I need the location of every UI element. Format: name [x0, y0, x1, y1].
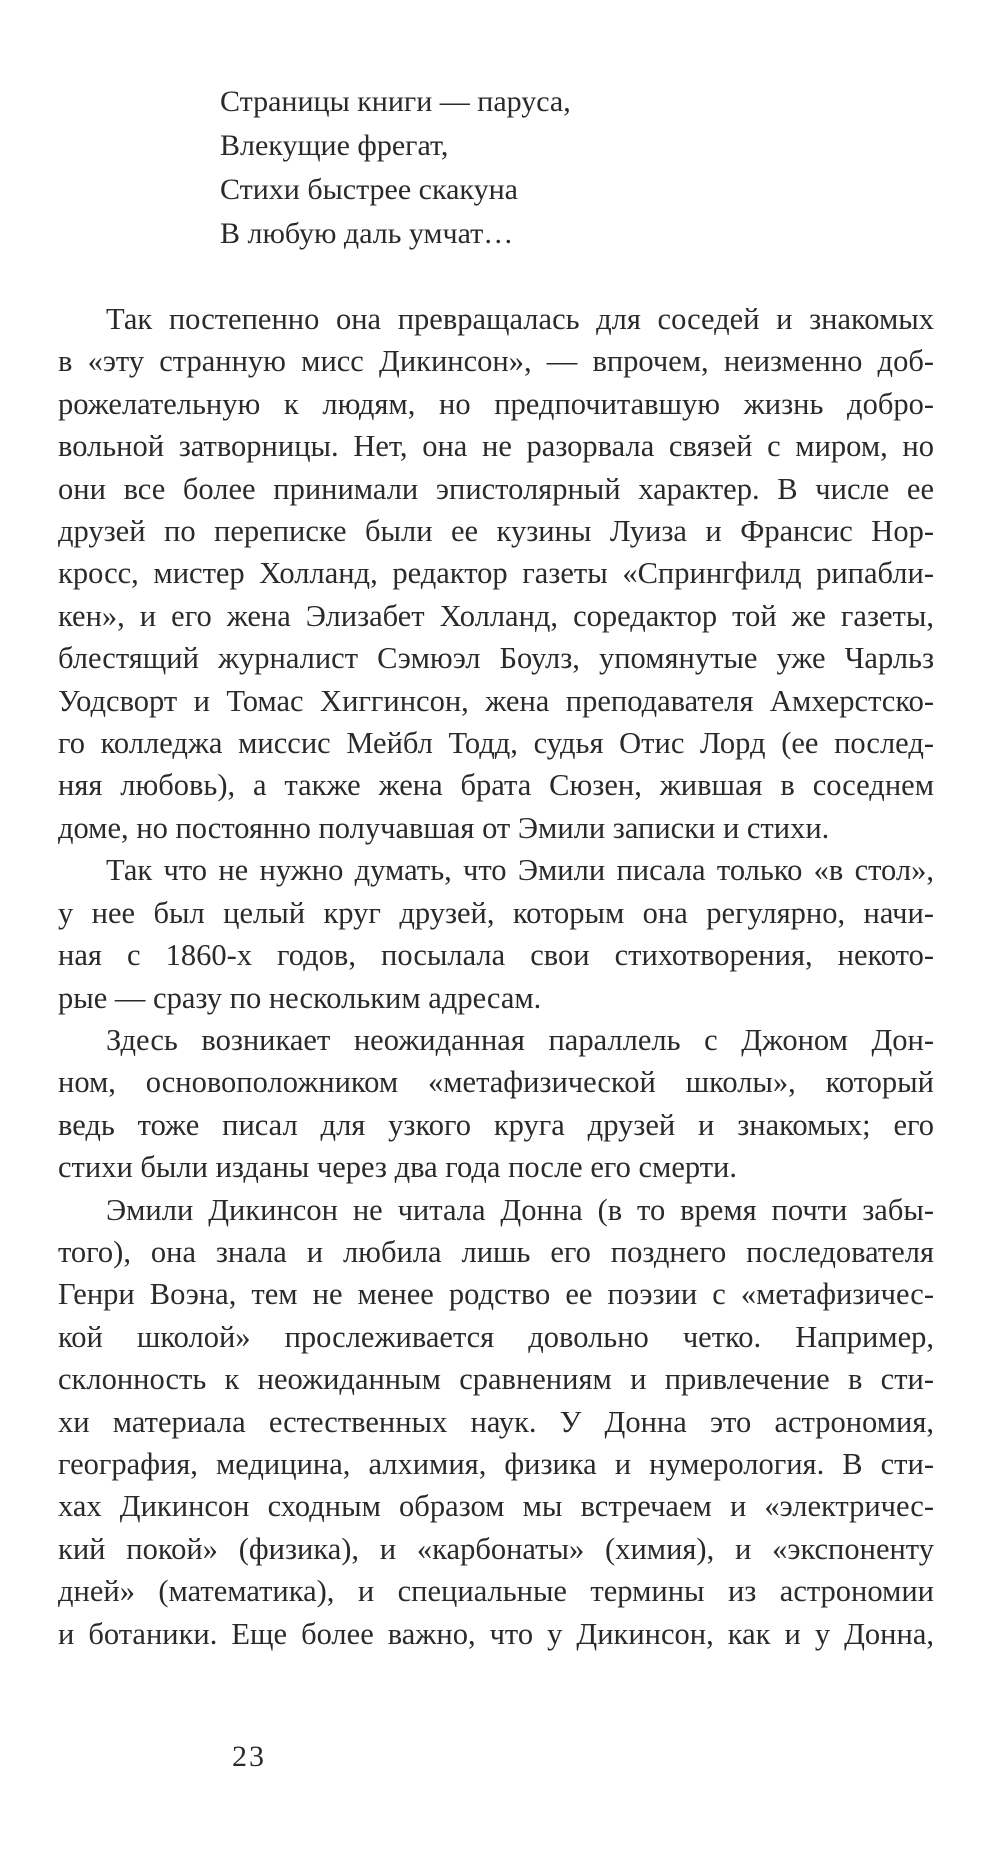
- text-line: Уодсворт и Томас Хиггинсон, жена преподавателя Амхерстско-: [58, 683, 934, 718]
- text-line: кен», и его жена Элизабет Холланд, соредактор той же газеты,: [58, 598, 934, 633]
- text-line: ном, основоположником «метафизической школы», который: [58, 1065, 934, 1100]
- paragraph: [58, 849, 934, 1019]
- text-line: Так что не нужно думать, что Эмили писала только «в стол»,: [106, 853, 934, 888]
- text-line: доме, но постоянно получавшая от Эмили записки и стихи.: [58, 810, 830, 845]
- text-line: ведь тоже писал для узкого круга друзей и знакомых; его: [58, 1107, 934, 1142]
- text-line: ная с 1860-х годов, посылала свои стихотворения, некото-: [58, 938, 934, 973]
- verse-line: Влекущие фрегат,: [220, 129, 449, 162]
- text-line: рожелательную к людям, но предпочитавшую жизнь добро-: [58, 386, 934, 421]
- paragraph: [58, 1019, 934, 1189]
- text-line: хах Дикинсон сходным образом мы встречаем и «электричес-: [58, 1489, 934, 1524]
- text-line: и ботаники. Еще более важно, что у Дикинсон, как и у Донна,: [58, 1616, 934, 1651]
- paragraph: [58, 298, 934, 849]
- text-line: Генри Воэна, тем не менее родство ее поэзии с «метафизичес-: [58, 1277, 934, 1312]
- text-line: дней» (математика), и специальные термины из астрономии: [58, 1574, 934, 1609]
- paragraph: [58, 1189, 934, 1655]
- text-line: стихи были изданы через два года после его смерти.: [58, 1150, 737, 1185]
- poem-epigraph: [220, 80, 820, 256]
- page-number: 23: [232, 1740, 266, 1773]
- verse-line: В любую даль умчат…: [220, 217, 514, 250]
- text-line: Здесь возникает неожиданная параллель с Джоном Дон-: [106, 1022, 934, 1057]
- body-text: [58, 298, 934, 1655]
- text-line: рые — сразу по нескольким адресам.: [58, 980, 542, 1015]
- text-line: Так постепенно она превращалась для соседей и знакомых: [106, 302, 934, 336]
- text-line: вольной затворницы. Нет, она не разорвала связей с миром, но: [58, 429, 934, 464]
- text-line: няя любовь), а также жена брата Сюзен, жившая в соседнем: [58, 768, 934, 803]
- text-line: кросс, мистер Холланд, редактор газеты «Спрингфилд рипабли-: [58, 556, 934, 591]
- text-line: го колледжа миссис Мейбл Тодд, судья Отис Лорд (ее послед-: [58, 726, 934, 761]
- verse-line: Стихи быстрее скакуна: [220, 173, 518, 206]
- text-line: того), она знала и любила лишь его позднего последователя: [58, 1234, 934, 1269]
- text-line: хи материала естественных наук. У Донна это астрономия,: [58, 1404, 934, 1439]
- text-line: друзей по переписке были ее кузины Луиза и Франсис Нор-: [58, 514, 934, 549]
- text-line: кий покой» (физика), и «карбонаты» (химия), и «экспоненту: [58, 1531, 934, 1566]
- text-line: Эмили Дикинсон не читала Донна (в то время почти забы-: [106, 1192, 934, 1227]
- text-line: они все более принимали эпистолярный характер. В числе ее: [58, 471, 934, 506]
- verse-line: Страницы книги — паруса,: [220, 85, 571, 118]
- text-line: у нее был целый круг друзей, которым она регулярно, начи-: [58, 895, 934, 930]
- text-line: в «эту странную мисс Дикинсон», — впрочем, неизменно доб-: [58, 344, 934, 379]
- text-line: кой школой» прослеживается довольно четко. Например,: [58, 1319, 934, 1354]
- text-line: блестящий журналист Сэмюэл Боулз, упомянутые уже Чарльз: [58, 641, 934, 676]
- text-line: география, медицина, алхимия, физика и нумерология. В сти-: [58, 1446, 934, 1481]
- text-line: склонность к неожиданным сравнениям и привлечение в сти-: [58, 1362, 934, 1397]
